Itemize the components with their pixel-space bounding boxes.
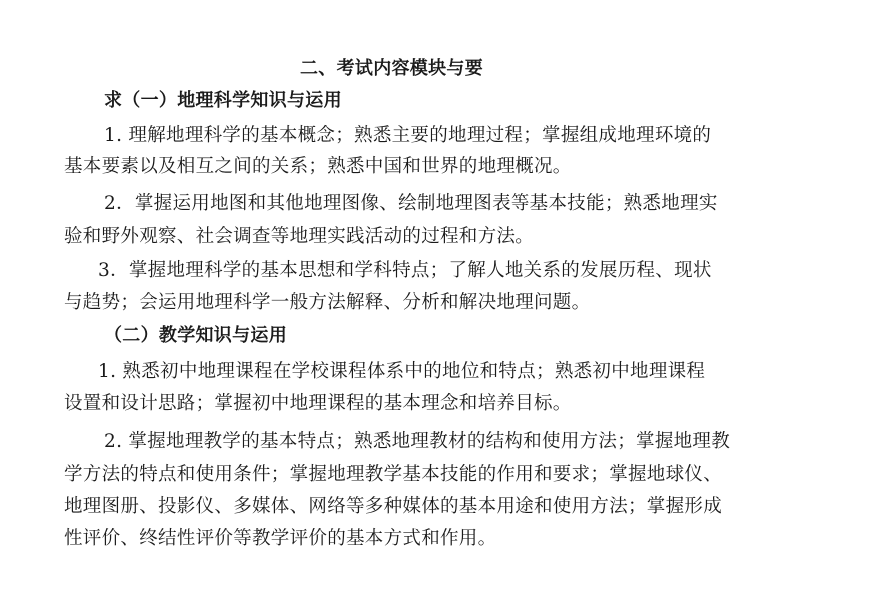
- paragraph-line: 基本要素以及相互之间的关系；熟悉中国和世界的地理概况。: [64, 156, 572, 177]
- paragraph-line: 验和野外观察、社会调查等地理实践活动的过程和方法。: [64, 226, 535, 247]
- paragraph-line: 性评价、终结性评价等教学评价的基本方式和作用。: [64, 528, 497, 549]
- paragraph-line: 学方法的特点和使用条件；掌握地理教学基本技能的作用和要求；掌握地球仪、: [64, 464, 723, 485]
- paragraph-line: 设置和设计思路；掌握初中地理课程的基本理念和培养目标。: [64, 393, 572, 414]
- paragraph-line: 3．掌握地理科学的基本思想和学科特点；了解人地关系的发展历程、现状: [98, 260, 712, 281]
- paragraph-line: 1. 理解地理科学的基本概念；熟悉主要的地理过程；掌握组成地理环境的: [104, 125, 712, 146]
- paragraph-line: 与趋势；会运用地理科学一般方法解释、分析和解决地理问题。: [64, 292, 591, 313]
- subsection-heading-geography-knowledge: 求（一）地理科学知识与运用: [104, 90, 342, 111]
- paragraph-line: 2．掌握运用地图和其他地理图像、绘制地理图表等基本技能；熟悉地理实: [104, 193, 718, 214]
- section-title: 二、考试内容模块与要: [300, 58, 483, 79]
- paragraph-line: 地理图册、投影仪、多媒体、网络等多种媒体的基本用途和使用方法；掌握形成: [64, 496, 723, 517]
- subsection-heading-teaching-knowledge: （二）教学知识与运用: [104, 325, 287, 346]
- paragraph-line: 2. 掌握地理教学的基本特点；熟悉地理教材的结构和使用方法；掌握地理教: [104, 431, 731, 452]
- paragraph-line: 1. 熟悉初中地理课程在学校课程体系中的地位和特点；熟悉初中地理课程: [98, 361, 706, 382]
